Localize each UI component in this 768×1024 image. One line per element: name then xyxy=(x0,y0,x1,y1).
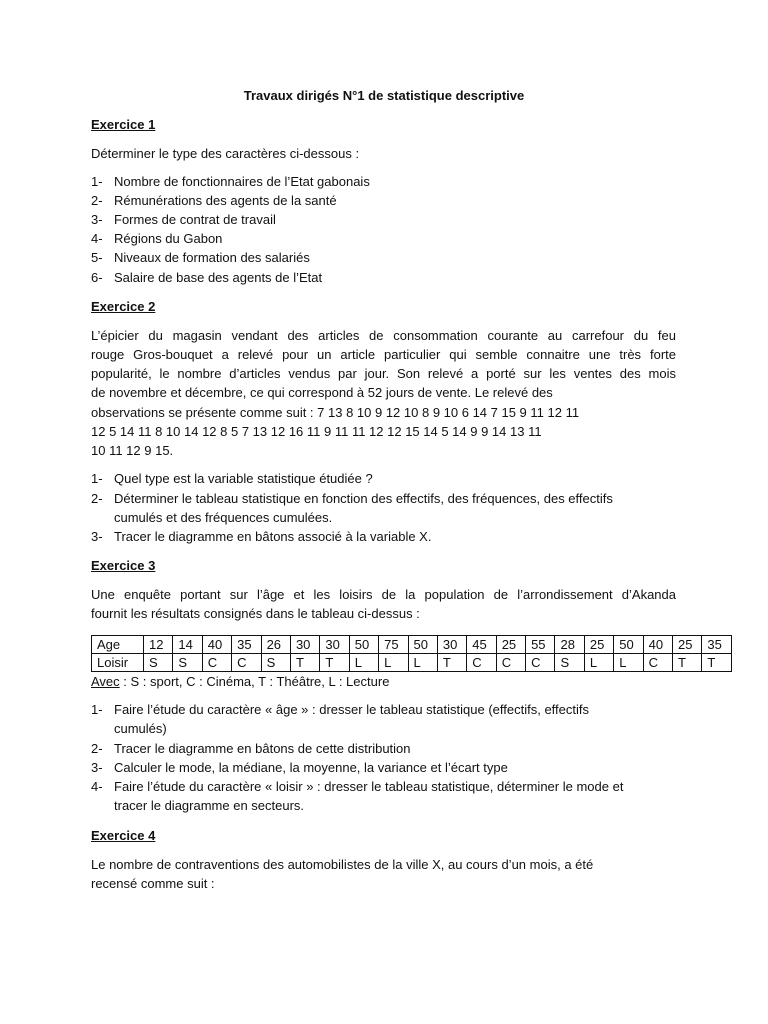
item-number: 3- xyxy=(91,529,103,544)
exercise-3-heading: Exercice 3 xyxy=(91,558,156,573)
exercise-4-text-line: recensé comme suit : xyxy=(91,876,215,891)
item-text: Faire l’étude du caractère « loisir » : dresser le tableau statistique, déterminer le mode et xyxy=(114,779,624,794)
exercise-1-heading: Exercice 1 xyxy=(91,117,156,132)
item-text: Régions du Gabon xyxy=(114,231,223,246)
table-cell: 30 xyxy=(290,636,319,654)
exercise-2-text-line: rouge Gros-bouquet a relevé pour un article particulier qui semble connaitre une très forte xyxy=(91,347,676,362)
table-cell: S xyxy=(555,654,584,672)
exercise-2-text-line: 12 5 14 11 8 10 14 12 8 5 7 13 12 16 11 9 11 11 12 12 15 14 5 14 9 9 14 13 11 xyxy=(91,424,542,439)
table-cell: L xyxy=(349,654,378,672)
exercise-2-text-line: L’épicier du magasin vendant des articles de consommation courante au carrefour du feu xyxy=(91,328,676,343)
table-cell: 35 xyxy=(702,636,732,654)
table-cell: 25 xyxy=(496,636,525,654)
table-cell: T xyxy=(702,654,732,672)
table-cell: T xyxy=(437,654,466,672)
item-number: 5- xyxy=(91,250,103,265)
item-text: Niveaux de formation des salariés xyxy=(114,250,310,265)
item-text: Tracer le diagramme en bâtons associé à la variable X. xyxy=(114,529,432,544)
table-row xyxy=(92,654,732,672)
table-cell: L xyxy=(584,654,613,672)
exercise-2-text-line: 10 11 12 9 15. xyxy=(91,443,174,458)
table-cell: 12 xyxy=(144,636,173,654)
exercise-3-text-line: fournit les résultats consignés dans le tableau ci-dessus : xyxy=(91,606,420,621)
table-cell: L xyxy=(379,654,408,672)
item-text: Calculer le mode, la médiane, la moyenne, la variance et l’écart type xyxy=(114,760,508,775)
item-number: 2- xyxy=(91,193,103,208)
item-number: 2- xyxy=(91,491,103,506)
table-cell: C xyxy=(232,654,261,672)
table-cell: 30 xyxy=(437,636,466,654)
item-continuation: cumulés) xyxy=(114,721,167,736)
table-cell: 75 xyxy=(379,636,408,654)
table-legend xyxy=(91,672,389,691)
table-cell: S xyxy=(144,654,173,672)
table-cell: 45 xyxy=(467,636,496,654)
item-number: 4- xyxy=(91,779,103,794)
item-number: 2- xyxy=(91,741,103,756)
item-text: Formes de contrat de travail xyxy=(114,212,276,227)
age-leisure-table xyxy=(91,635,732,672)
table-cell: 50 xyxy=(614,636,643,654)
item-number: 6- xyxy=(91,270,103,285)
table-cell: S xyxy=(173,654,202,672)
exercise-1-intro: Déterminer le type des caractères ci-dessous : xyxy=(91,146,360,161)
row-header-age: Age xyxy=(92,636,144,654)
exercise-3-text-line: Une enquête portant sur l’âge et les loisirs de la population de l’arrondissement d’Akanda xyxy=(91,587,676,602)
table-cell: C xyxy=(467,654,496,672)
item-continuation: tracer le diagramme en secteurs. xyxy=(114,798,305,813)
item-number: 4- xyxy=(91,231,103,246)
item-text: Tracer le diagramme en bâtons de cette distribution xyxy=(114,741,411,756)
exercise-2-text-line: observations se présente comme suit : 7 13 8 10 9 12 10 8 9 10 6 14 7 15 9 11 12 11 xyxy=(91,405,580,420)
item-number: 3- xyxy=(91,760,103,775)
table-cell: 25 xyxy=(673,636,702,654)
table-cell: 14 xyxy=(173,636,202,654)
table-cell: C xyxy=(496,654,525,672)
item-continuation: cumulés et des fréquences cumulées. xyxy=(114,510,333,525)
item-number: 1- xyxy=(91,702,103,717)
legend-text: : S : sport, C : Cinéma, T : Théâtre, L : Lecture xyxy=(119,674,390,689)
exercise-4-heading: Exercice 4 xyxy=(91,828,156,843)
table-cell: 30 xyxy=(320,636,349,654)
table-cell: T xyxy=(320,654,349,672)
table-cell: 40 xyxy=(643,636,672,654)
table-cell: L xyxy=(614,654,643,672)
table-cell: 35 xyxy=(232,636,261,654)
table-cell: C xyxy=(202,654,231,672)
item-number: 3- xyxy=(91,212,103,227)
table-cell: S xyxy=(261,654,290,672)
table-cell: L xyxy=(408,654,437,672)
item-text: Rémunérations des agents de la santé xyxy=(114,193,337,208)
exercise-4-text-line: Le nombre de contraventions des automobilistes de la ville X, au cours d’un mois, a été xyxy=(91,857,594,872)
exercise-2-heading: Exercice 2 xyxy=(91,299,156,314)
table-cell: 26 xyxy=(261,636,290,654)
item-text: Quel type est la variable statistique étudiée ? xyxy=(114,471,373,486)
table-cell: 55 xyxy=(526,636,555,654)
document-title: Travaux dirigés N°1 de statistique descriptive xyxy=(243,88,525,103)
legend-label: Avec xyxy=(91,674,120,689)
item-text: Nombre de fonctionnaires de l’Etat gabonais xyxy=(114,174,370,189)
table-cell: 50 xyxy=(408,636,437,654)
table-cell: T xyxy=(290,654,319,672)
table-cell: 50 xyxy=(349,636,378,654)
table-cell: 25 xyxy=(584,636,613,654)
table-cell: T xyxy=(673,654,702,672)
item-text: Faire l’étude du caractère « âge » : dresser le tableau statistique (effectifs, effectifs xyxy=(114,702,590,717)
item-text: Salaire de base des agents de l’Etat xyxy=(114,270,323,285)
table-row xyxy=(92,636,732,654)
table-cell: C xyxy=(526,654,555,672)
table-cell: 28 xyxy=(555,636,584,654)
item-text: Déterminer le tableau statistique en fonction des effectifs, des fréquences, des effectifs xyxy=(114,491,613,506)
item-number: 1- xyxy=(91,471,103,486)
table-cell: C xyxy=(643,654,672,672)
table-cell: 40 xyxy=(202,636,231,654)
exercise-2-text-line: popularité, le nombre d’articles vendus par jour. Son relevé a porté sur les ventes des mois xyxy=(91,366,676,381)
row-header-leisure: Loisir xyxy=(92,654,144,672)
item-number: 1- xyxy=(91,174,103,189)
exercise-2-text-line: de novembre et décembre, ce qui correspond à 52 jours de vente. Le relevé des xyxy=(91,385,553,400)
